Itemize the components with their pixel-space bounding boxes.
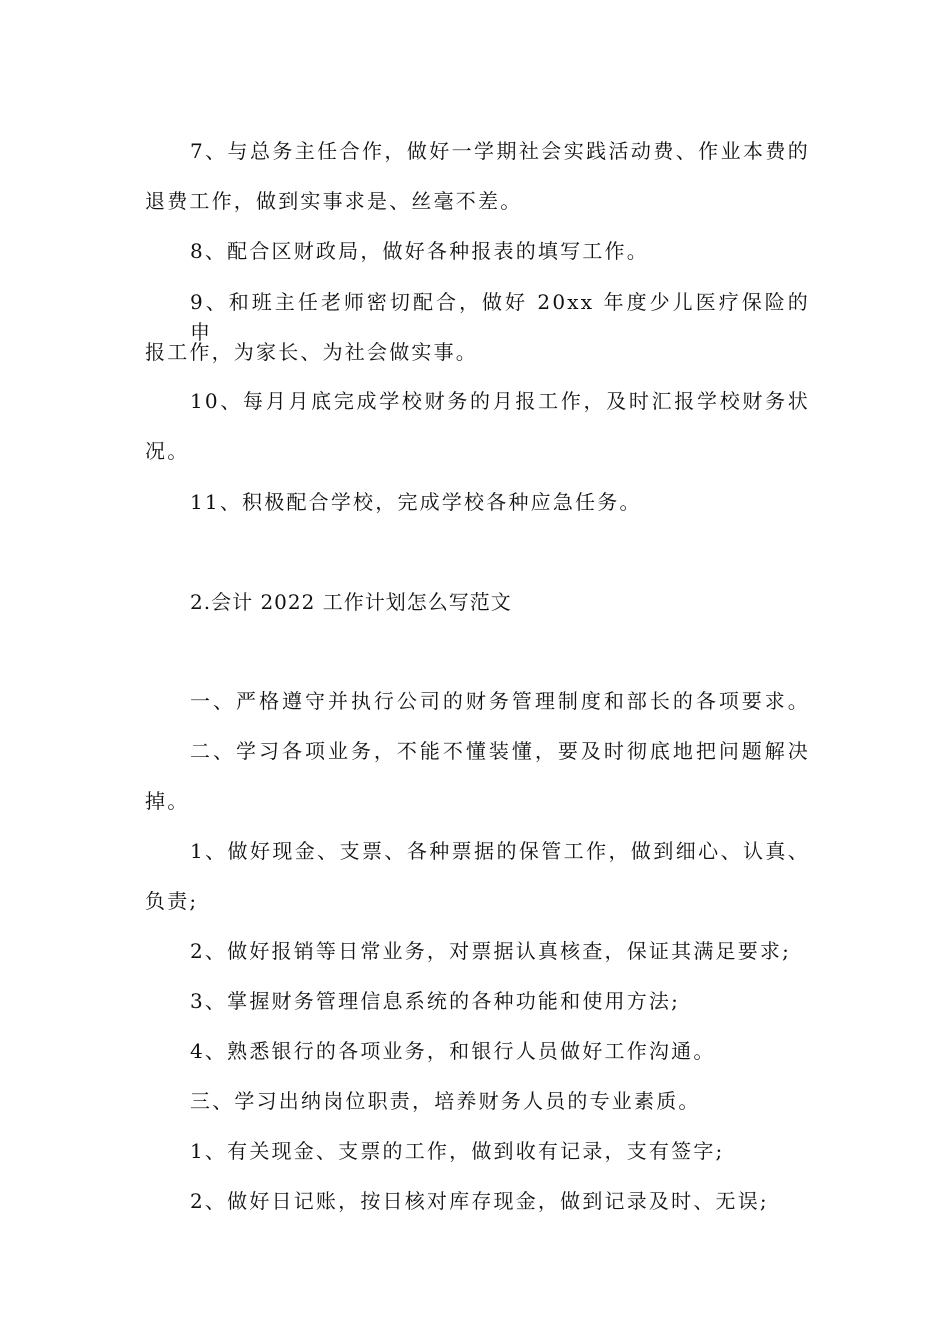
text-line: 4、熟悉银行的各项业务，和银行人员做好工作沟通。 [190, 1039, 716, 1063]
text-line: 7、与总务主任合作，做好一学期社会实践活动费、作业本费的 [190, 139, 810, 163]
section-heading: 2.会计 2022 工作计划怎么写范文 [190, 590, 512, 614]
text-line: 退费工作，做到实事求是、丝毫不差。 [145, 189, 523, 213]
text-line: 况。 [145, 439, 190, 463]
text-line: 一、严格遵守并执行公司的财务管理制度和部长的各项要求。 [190, 689, 810, 713]
text-line: 1、有关现金、支票的工作，做到收有记录，支有签字; [190, 1139, 725, 1163]
text-line: 3、掌握财务管理信息系统的各种功能和使用方法; [190, 989, 681, 1013]
text-line: 报工作，为家长、为社会做实事。 [145, 340, 478, 364]
text-line: 2、做好日记账，按日核对库存现金，做到记录及时、无误; [190, 1189, 769, 1213]
text-line: 1、做好现金、支票、各种票据的保管工作，做到细心、认真、 [190, 839, 810, 863]
text-line: 二、学习各项业务，不能不懂装懂，要及时彻底地把问题解决 [190, 739, 810, 763]
text-line: 9、和班主任老师密切配合，做好 20xx 年度少儿医疗保险的申 [190, 290, 810, 344]
text-line: 负责; [145, 889, 199, 913]
text-line: 8、配合区财政局，做好各种报表的填写工作。 [190, 239, 649, 263]
text-line: 三、学习出纳岗位职责，培养财务人员的专业素质。 [190, 1089, 701, 1113]
text-line: 10、每月月底完成学校财务的月报工作，及时汇报学校财务状 [190, 389, 810, 413]
text-line: 2、做好报销等日常业务，对票据认真核查，保证其满足要求; [190, 939, 792, 963]
text-line: 11、积极配合学校，完成学校各种应急任务。 [190, 490, 642, 514]
text-line: 掉。 [145, 789, 190, 813]
